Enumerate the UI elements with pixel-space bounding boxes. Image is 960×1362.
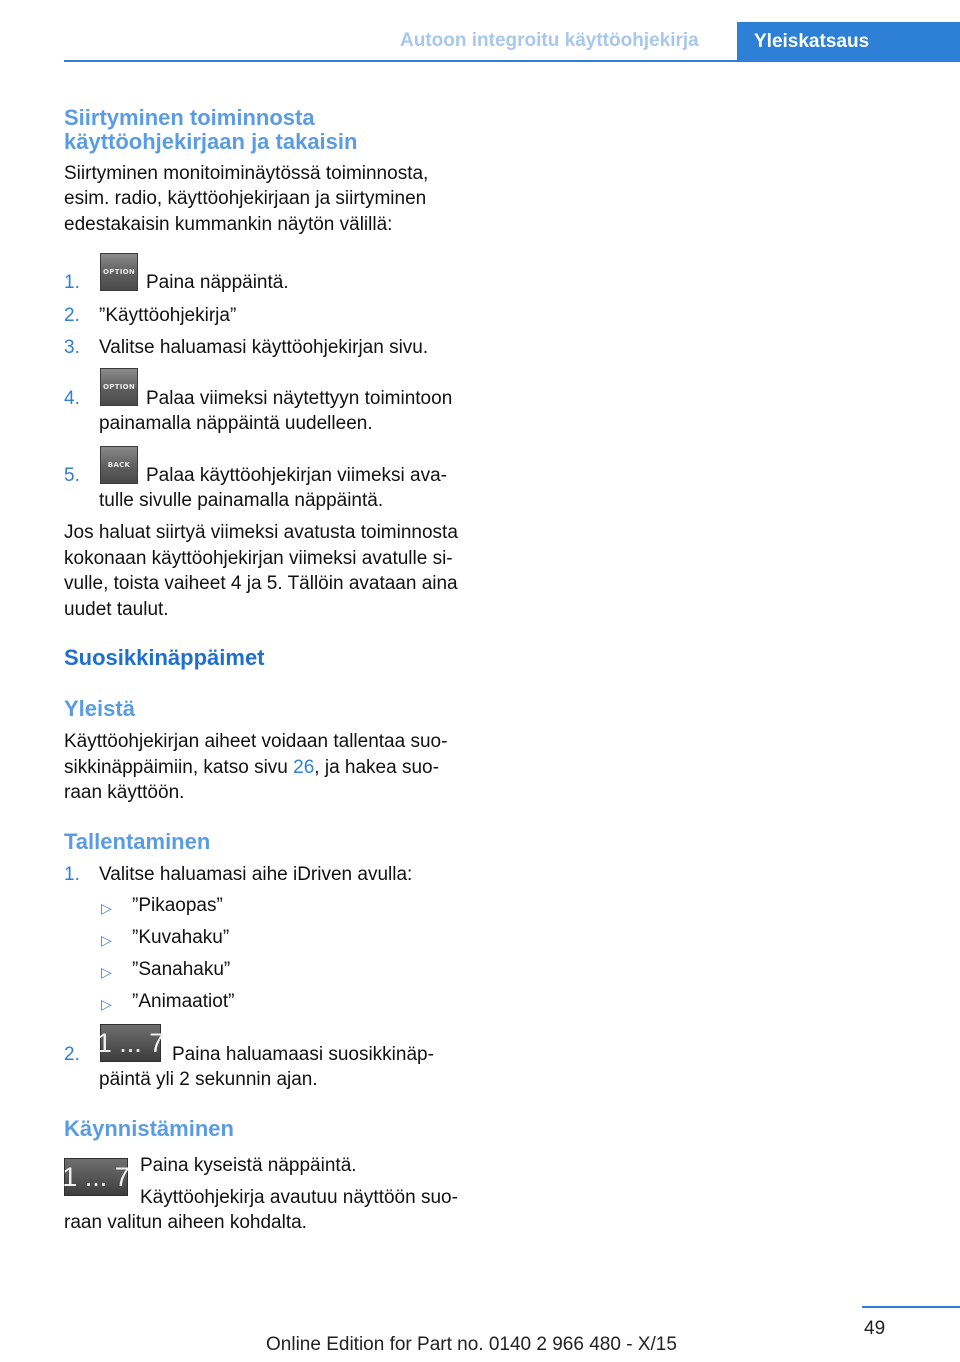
outro-line: Jos haluat siirtyä viimeksi avatusta toiminnosta (64, 522, 458, 543)
start-text: Paina kyseistä näppäintä. (140, 1155, 357, 1176)
step-text: päintä yli 2 sekunnin ajan. (99, 1069, 318, 1090)
step-number: 3. (64, 337, 80, 358)
general-line: sikkinäppäimiin, katso sivu 26, ja hakea suo- (64, 757, 439, 778)
bullet-item: ”Pikaopas” (132, 895, 223, 916)
footer-edition: Online Edition for Part no. 0140 2 966 480 - X/15 (266, 1334, 677, 1355)
step-text: Palaa viimeksi näytettyyn toimintoon (146, 388, 453, 409)
subheading: Yleistä (64, 696, 135, 721)
step-text: Valitse haluamasi käyttöohjekirjan sivu. (99, 337, 429, 358)
step-number: 1. (64, 864, 80, 885)
step-text: tulle sivulle painamalla näppäintä. (99, 490, 384, 511)
start-text: raan valitun aiheen kohdalta. (64, 1212, 307, 1233)
option-key-icon: OPTION (100, 368, 138, 406)
header-rule (64, 60, 960, 62)
intro-line: esim. radio, käyttöohjekirjaan ja siirtyminen (64, 188, 427, 209)
step-text: Palaa käyttöohjekirjan viimeksi ava- (146, 465, 447, 486)
intro-line: edestakaisin kummankin näytön välillä: (64, 214, 393, 235)
outro-line: vulle, toista vaiheet 4 ja 5. Tällöin avataan aina (64, 573, 458, 594)
footer-rule (862, 1306, 960, 1308)
outro-line: kokonaan käyttöohjekirjan viimeksi avatulle si- (64, 548, 453, 569)
bullet-triangle-icon: ▷ (101, 932, 112, 948)
bullet-item: ”Kuvahaku” (132, 927, 230, 948)
step-number: 2. (64, 1044, 80, 1065)
bullet-triangle-icon: ▷ (101, 996, 112, 1012)
outro-line: uudet taulut. (64, 599, 169, 620)
step-text: painamalla näppäintä uudelleen. (99, 413, 373, 434)
general-line: raan käyttöön. (64, 782, 185, 803)
step-number: 4. (64, 388, 80, 409)
step-number: 2. (64, 305, 80, 326)
page-link[interactable]: 26 (293, 757, 315, 778)
section-heading: käyttöohjekirjaan ja takaisin (64, 129, 358, 154)
header-section-title: Autoon integroitu käyttöohjekirja (400, 30, 699, 51)
step-text: ”Käyttöohjekirja” (99, 305, 237, 326)
step-number: 5. (64, 465, 80, 486)
intro-line: Siirtyminen monitoiminäytössä toiminnosta, (64, 163, 429, 184)
page-number: 49 (864, 1318, 886, 1339)
general-line: Käyttöohjekirjan aiheet voidaan tallentaa suo- (64, 731, 448, 752)
start-text: Käyttöohjekirja avautuu näyttöön suo- (140, 1187, 458, 1208)
bullet-item: ”Sanahaku” (132, 959, 231, 980)
section-heading: Siirtyminen toiminnosta (64, 105, 315, 130)
option-key-icon: OPTION (100, 253, 138, 291)
bullet-item: ”Animaatiot” (132, 991, 235, 1012)
subheading: Käynnistäminen (64, 1116, 234, 1141)
header-tab: Yleiskatsaus (737, 22, 960, 62)
bullet-triangle-icon: ▷ (101, 900, 112, 916)
favorite-key-icon: 1 ... 7 (100, 1024, 161, 1062)
bullet-triangle-icon: ▷ (101, 964, 112, 980)
step-text: Paina näppäintä. (146, 272, 289, 293)
back-key-icon: BACK (100, 446, 138, 484)
favorite-key-icon: 1 ... 7 (64, 1158, 128, 1196)
step-number: 1. (64, 272, 80, 293)
step-text: Valitse haluamasi aihe iDriven avulla: (99, 864, 413, 885)
step-text: Paina haluamaasi suosikkinäp- (172, 1044, 434, 1065)
subheading: Tallentaminen (64, 829, 211, 854)
section-heading: Suosikkinäppäimet (64, 645, 265, 670)
